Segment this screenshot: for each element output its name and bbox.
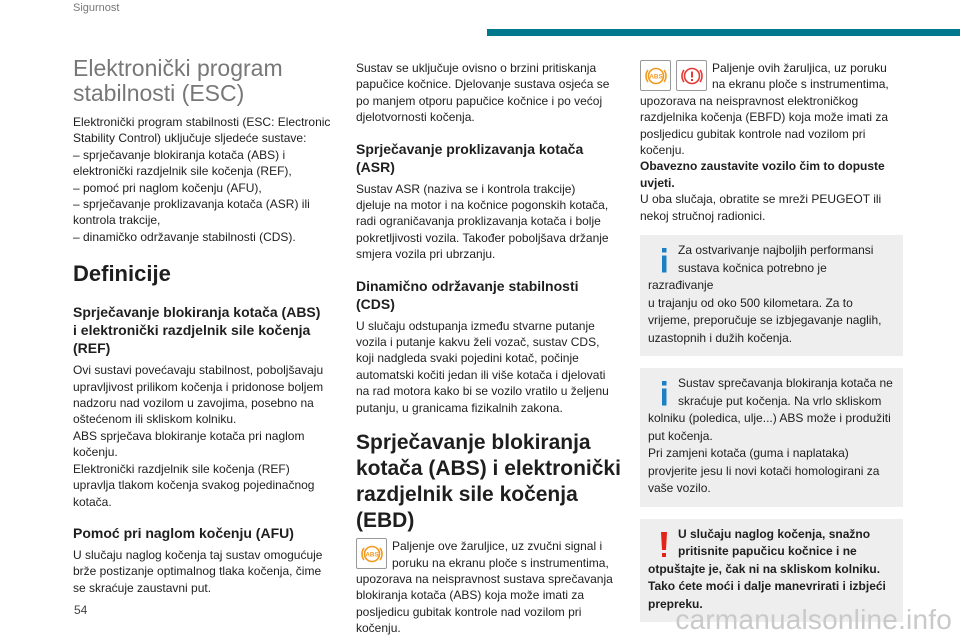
asr-heading <box>356 140 624 176</box>
heading-line: Sprječavanje blokiranja kotača (ABS) <box>73 304 321 321</box>
text-line: smjera vozila pri ubrzanju. <box>356 247 496 262</box>
info-icon <box>652 379 676 409</box>
text-line: U slučaju odstupanja između stvarne putanje <box>356 318 595 333</box>
text-line: skraćuje put kočenja. Na vrlo skliskom <box>678 393 882 408</box>
text-line: Obavezno zaustavite vozilo čim to dopuste <box>640 159 885 174</box>
abs-warning-lamp-icon <box>356 538 387 569</box>
text-line: Paljenje ovih žaruljica, uz poruku <box>712 61 887 75</box>
asr-paragraph <box>356 181 624 263</box>
definitions-heading: Definicije <box>73 261 171 287</box>
text-line: vrijeme, preporučuje se izbjegavanje naglih, <box>648 313 882 328</box>
abs-warning-lamp-icon <box>640 60 671 91</box>
afu-heading: Pomoć pri naglom kočenju (AFU) <box>73 524 294 541</box>
note-text <box>648 526 895 614</box>
heading-line: kotača (ABS) i elektronički <box>356 457 621 481</box>
text-line: kotača. <box>73 494 112 509</box>
text-line: pritisnite papučicu kočnice i ne <box>678 544 857 559</box>
text-line: kontrola trakcije, <box>73 213 161 228</box>
cds-heading <box>356 277 624 313</box>
text-line: Sustav ASR (naziva se i kontrola trakcije) <box>356 181 576 196</box>
text-line: otpuštajte je, čak ni na skliskom kolniku. <box>648 561 881 576</box>
text-line: papučice kočnice. Djelovanje sustava osjeća se <box>356 77 610 92</box>
heading-line: Dinamično održavanje stabilnosti <box>356 277 579 294</box>
text-line: u trajanju od oko 500 kilometara. Za to <box>648 295 853 310</box>
heading-line: razdjelnik sile kočenja (EBD) <box>356 483 578 533</box>
text-line: kočenju. <box>73 445 118 460</box>
header-section-title: Sigurnost <box>73 2 120 14</box>
afu-continued-paragraph <box>356 60 624 126</box>
text-line: razdjelnika kočenja (EBFD) koja može imati za <box>640 110 889 125</box>
text-line: uvjeti. <box>640 175 675 190</box>
text-line: Elektronički razdjelnik sile kočenja (REF) <box>73 461 290 476</box>
text-line: Paljenje ove žaruljice, uz zvučni signal i <box>392 539 603 554</box>
intro-paragraph <box>73 114 341 245</box>
text-line: vaše vozilo. <box>648 481 711 496</box>
text-line: upravlja tlakom kočenja svakog pojedinačnog <box>73 478 315 493</box>
text-line: na ekranu ploče s instrumentima, <box>712 77 889 92</box>
column-1 <box>73 56 341 596</box>
text-line: posljedicu gubitak kontrole nad vozilom pri <box>356 604 582 619</box>
text-line: kočenju. <box>356 621 401 636</box>
text-line: radi ograničavanja proklizavanja kotača i bolje <box>356 214 601 229</box>
text-line: vozila i putanje kakvu želi vozač, sustav CDS, <box>356 335 600 350</box>
text-line: koji nadgleda svaki pojedini kotač, počinje <box>356 351 579 366</box>
text-line: U slučaju naglog kočenja, snažno <box>678 526 871 541</box>
text-line: nadzoru nad vozilom u zavojima, posebno na <box>73 396 314 411</box>
header-accent-bar <box>487 29 960 36</box>
text-line: elektronički razdjelnik sile kočenja (REF), <box>73 164 292 179</box>
text-line: se skraćuje zaustavni put. <box>73 580 212 595</box>
text-line: U slučaju naglog kočenja taj sustav omogućuje <box>73 547 323 562</box>
column-3 <box>640 60 903 622</box>
text-line: djeluje na motor i na kočnice pogonskih kotača, <box>356 198 609 213</box>
note-text <box>648 375 895 498</box>
text-line: Ovi sustavi povećavaju stabilnost, poboljšavaju <box>73 363 324 378</box>
heading-line: Sprječavanje blokiranja <box>356 431 591 455</box>
text-line: Pri zamjeni kotača (guma i naplataka) <box>648 446 849 461</box>
abs-heading <box>73 303 341 357</box>
abs-lamp-row <box>356 538 624 571</box>
text-line: Stability Control) uključuje sljedeće sustave: <box>73 131 307 146</box>
text-line: prepreku. <box>648 596 703 611</box>
page-title <box>73 56 341 106</box>
text-line: poruku na ekranu ploče s instrumentima, <box>392 555 609 570</box>
page-number: 54 <box>74 603 88 617</box>
text-line: automatski kočiti jedan ili više kotača i djelovati <box>356 367 606 382</box>
text-line: – dinamičko održavanje stabilnosti (CDS). <box>73 229 296 244</box>
heading-line: (CDS) <box>356 295 395 312</box>
text-line: uzastopnih i dužih kočenja. <box>648 330 793 345</box>
ebfd-lamp-row <box>640 60 903 93</box>
note-text <box>648 242 895 347</box>
text-line: djelotvornosti kočenja. <box>356 110 475 125</box>
text-line: blokiranja kotača (ABS) koja može imati za <box>356 588 585 603</box>
text-line: provjerite jesu li novi kotači homologirani za <box>648 463 880 478</box>
text-line: brže postizanje optimalnog tlaka kočenja, čime <box>73 564 322 579</box>
text-line: Sustav sprečavanja blokiranja kotača ne <box>678 376 893 391</box>
abs-ebd-heading <box>356 430 624 534</box>
text-line: upozorava na neispravnost elektroničkog <box>640 93 859 108</box>
heading-line: Sprječavanje proklizavanja kotača <box>356 140 584 157</box>
text-line: pokretljivosti vozila. Također poboljšava držanje <box>356 230 609 245</box>
text-line: U oba slučaja, obratite se mreži PEUGEOT ili <box>640 192 882 207</box>
info-note-break-in <box>640 235 903 356</box>
text-line: Elektronički program stabilnosti (ESC: Electronic <box>73 115 331 129</box>
text-line: – sprječavanje proklizavanja kotača (ASR) ili <box>73 197 310 212</box>
text-line: put kočenja. <box>648 428 713 443</box>
heading-line: i elektronički razdjelnik sile kočenja <box>73 322 311 339</box>
text-line: kočenju. <box>640 143 685 158</box>
text-line: kolniku (poledica, ulje...) ABS može i produžiti <box>648 411 891 426</box>
text-line: – pomoć pri naglom kočenju (AFU), <box>73 180 262 195</box>
brake-warning-lamp-icon <box>676 60 707 91</box>
abs-lamp-paragraph <box>356 571 624 637</box>
text-line: upravljivost prilikom kočenja i pridonose boljem <box>73 379 324 394</box>
text-line: nekoj stručnoj radionici. <box>640 208 766 223</box>
text-line: Sustav se uključuje ovisno o brzini pritiskanja <box>356 61 597 75</box>
page-title-line: stabilnosti (ESC) <box>73 80 245 106</box>
text-line: na rad motora kako bi se vozilo vratilo u željenu <box>356 384 609 399</box>
abs-paragraph <box>73 362 341 510</box>
svg-text:ABS: ABS <box>364 550 379 558</box>
heading-line: (ASR) <box>356 158 395 175</box>
svg-text:ABS: ABS <box>648 72 663 80</box>
text-line: oštećenom ili skliskom kolniku. <box>73 412 237 427</box>
text-line: sustava kočnica potrebno je razrađivanje <box>648 260 827 293</box>
heading-line: (REF) <box>73 340 111 357</box>
exclamation-warning-icon <box>652 530 676 560</box>
text-line: posljedicu gubitak kontrole nad vozilom pri <box>640 126 866 141</box>
watermark: carmanualsonline.info <box>675 604 952 635</box>
column-2 <box>356 60 624 637</box>
text-line: – sprječavanje blokiranja kotača (ABS) i <box>73 147 286 162</box>
text-line: upozorava na neispravnost sustava sprečavanja <box>356 571 613 586</box>
text-line: Za ostvarivanje najboljih performansi <box>678 243 874 258</box>
cds-paragraph <box>356 318 624 416</box>
text-line: Tako ćete moći i dalje manevrirati i izbjeći <box>648 579 886 594</box>
ebfd-lamp-paragraph <box>640 93 903 224</box>
page-title-line: Elektronički program <box>73 55 283 81</box>
ebfd-lamp-text <box>712 60 889 93</box>
text-line: putanju, u granicama fizikalnih zakona. <box>356 400 563 415</box>
abs-lamp-text <box>392 538 609 571</box>
afu-paragraph <box>73 547 341 596</box>
text-line: po manjem otporu papučice kočnice i po većoj <box>356 93 603 108</box>
info-note-abs <box>640 368 903 507</box>
text-line: ABS sprječava blokiranje kotača pri naglom <box>73 428 305 443</box>
info-icon <box>652 246 676 276</box>
